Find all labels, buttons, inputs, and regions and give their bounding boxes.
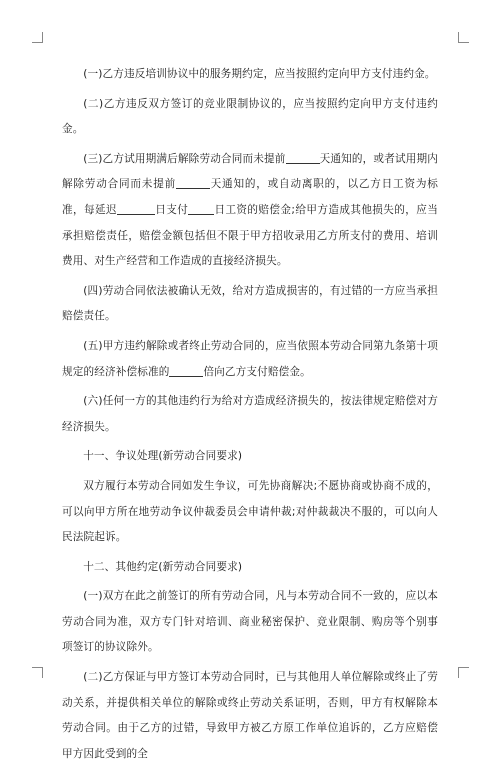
paragraph-breach-noncompete: (二)乙方违反双方签订的竞业限制协议的，应当按照约定向甲方支付违约金。 xyxy=(62,97,438,136)
crop-mark-top-right xyxy=(458,32,469,43)
crop-mark-top-left xyxy=(32,32,43,43)
document-body xyxy=(62,62,438,771)
paragraph-resignation-notice xyxy=(62,147,438,275)
paragraph-employer-termination xyxy=(62,334,438,385)
fill-blank xyxy=(176,176,210,189)
paragraph-prior-contracts: (一)双方在此之前签订的所有劳动合同，凡与本劳动合同不一致的，应以本劳动合同为准，双方专门针对培训、商业秘密保护、竞业限制、购房等个别事项签订的协议除外。 xyxy=(62,590,438,654)
fill-blank xyxy=(117,202,155,215)
crop-mark-bottom-right xyxy=(458,667,469,678)
text-segment: 天通知的，或者试用期内解除劳动合同而未提前 xyxy=(62,152,438,191)
fill-blank xyxy=(188,202,214,215)
section-heading-dispute: 十一、争议处理(新劳动合同要求) xyxy=(83,450,243,463)
paragraph-breach-training: (一)乙方违反培训协议中的服务期约定，应当按照约定向甲方支付违约金。 xyxy=(83,68,436,80)
fill-blank xyxy=(169,364,203,377)
fill-blank xyxy=(286,151,320,164)
text-segment: 天通知的，或自动离职的，以乙方日工资为标准，每延迟 xyxy=(62,178,438,216)
crop-mark-bottom-left xyxy=(32,667,43,678)
section-heading-other: 十二、其他约定(新劳动合同要求) xyxy=(83,560,243,573)
paragraph-dispute-resolution: 双方履行本劳动合同如发生争议，可先协商解决;不愿协商或协商不成的，可以向甲方所在地劳动争议仲裁委员会申请仲裁;对仲裁裁决不服的，可以向人民法院起诉。 xyxy=(62,479,438,544)
paragraph-other-breach: (六)任何一方的其他违约行为给对方造成经济损失的，按法律规定赔偿对方经济损失。 xyxy=(62,395,438,433)
text-segment: 倍向乙方支付赔偿金。 xyxy=(203,365,311,378)
text-segment: 日支付 xyxy=(154,203,189,216)
text-segment: (三)乙方试用期满后解除劳动合同而未提前 xyxy=(83,152,286,165)
paragraph-invalid-contract: (四)劳动合同依法被确认无效，给对方造成损害的，有过错的一方应当承担赔偿责任。 xyxy=(62,284,438,323)
text-segment: (五)甲方违约解除或者终止劳动合同的，应当依照本劳动合同第九条第十项规定的经济补偿标准的 xyxy=(62,339,438,378)
text-segment: 日工资的赔偿金;给甲方造成其他损失的，应当承担赔偿责任，赔偿金额包括但不限于甲方招收录用乙方所支付的费用、培训费用、对生产经营和工作造成的直接经济损失。 xyxy=(62,203,439,268)
paragraph-prior-employment: (二)乙方保证与甲方签订本劳动合同时，已与其他用人单位解除或终止了劳动关系，并提供相关单位的解除或终止劳动关系证明，否则，甲方有权解除本劳动合同。由于乙方的过错，导致甲方被乙方原工作单位追诉的，乙方应赔偿甲方因此受到的全 xyxy=(62,671,438,760)
